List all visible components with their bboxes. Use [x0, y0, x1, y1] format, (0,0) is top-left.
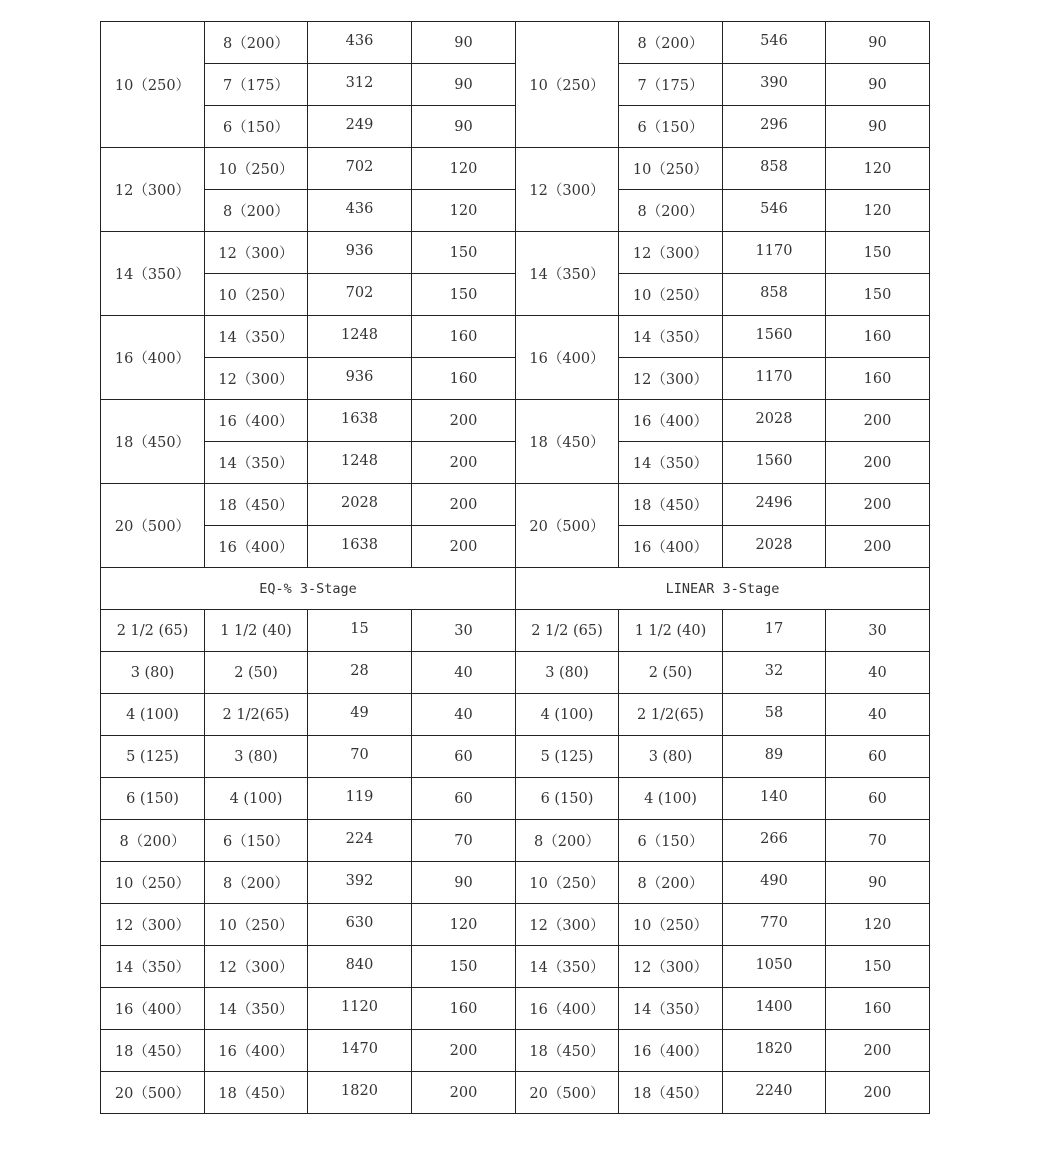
left-stroke-cell: 120 — [412, 148, 516, 190]
table-row — [101, 64, 930, 106]
right-flow-value-cell: 32 — [723, 652, 826, 694]
left-flow-value-cell: 1638 — [308, 526, 412, 568]
right-stroke-cell: 160 — [826, 316, 930, 358]
left-port-size-cell: 14（350） — [205, 988, 308, 1030]
right-stroke-cell: 200 — [826, 400, 930, 442]
right-flow-value-cell: 546 — [723, 22, 826, 64]
table-row — [101, 736, 930, 778]
left-port-size-cell: 8（200） — [205, 190, 308, 232]
right-stroke-cell: 160 — [826, 988, 930, 1030]
left-stroke-cell: 90 — [412, 22, 516, 64]
left-flow-value-cell: 2028 — [308, 484, 412, 526]
left-stroke-cell: 200 — [412, 442, 516, 484]
table-row — [101, 1030, 930, 1072]
left-port-size-cell: 18（450） — [205, 1072, 308, 1114]
left-main-size-cell: 3 (80) — [101, 652, 205, 694]
right-flow-value-cell: 858 — [723, 148, 826, 190]
left-stroke-cell: 200 — [412, 526, 516, 568]
left-flow-value-cell: 392 — [308, 862, 412, 904]
table-row — [101, 442, 930, 484]
right-main-size-cell: 12（300） — [516, 148, 619, 232]
left-port-size-cell: 16（400） — [205, 526, 308, 568]
left-flow-value-cell: 15 — [308, 610, 412, 652]
left-main-size-cell: 16（400） — [101, 316, 205, 400]
right-port-size-cell: 12（300） — [619, 232, 723, 274]
right-port-size-cell: 18（450） — [619, 484, 723, 526]
left-port-size-cell: 4 (100) — [205, 778, 308, 820]
left-stroke-cell: 40 — [412, 652, 516, 694]
right-port-size-cell: 2 1/2(65) — [619, 694, 723, 736]
right-port-size-cell: 14（350） — [619, 442, 723, 484]
right-flow-value-cell: 2028 — [723, 526, 826, 568]
left-flow-value-cell: 630 — [308, 904, 412, 946]
right-stroke-cell: 120 — [826, 904, 930, 946]
right-stroke-cell: 70 — [826, 820, 930, 862]
section-header-row — [101, 568, 930, 610]
left-flow-value-cell: 436 — [308, 22, 412, 64]
right-flow-value-cell: 1560 — [723, 316, 826, 358]
right-stroke-cell: 120 — [826, 148, 930, 190]
left-stroke-cell: 150 — [412, 274, 516, 316]
right-port-size-cell: 16（400） — [619, 400, 723, 442]
right-flow-value-cell: 1170 — [723, 232, 826, 274]
left-main-size-cell: 20（500） — [101, 1072, 205, 1114]
right-port-size-cell: 10（250） — [619, 148, 723, 190]
right-main-size-cell: 10（250） — [516, 862, 619, 904]
left-stroke-cell: 40 — [412, 694, 516, 736]
table-row — [101, 946, 930, 988]
right-stroke-cell: 90 — [826, 64, 930, 106]
right-flow-value-cell: 1400 — [723, 988, 826, 1030]
right-port-size-cell: 7（175） — [619, 64, 723, 106]
right-stroke-cell: 200 — [826, 1072, 930, 1114]
left-port-size-cell: 6（150） — [205, 106, 308, 148]
right-port-size-cell: 14（350） — [619, 316, 723, 358]
left-port-size-cell: 18（450） — [205, 484, 308, 526]
left-port-size-cell: 12（300） — [205, 232, 308, 274]
left-stroke-cell: 120 — [412, 190, 516, 232]
right-stroke-cell: 40 — [826, 694, 930, 736]
right-stroke-cell: 90 — [826, 22, 930, 64]
left-stroke-cell: 200 — [412, 484, 516, 526]
table-body — [101, 22, 930, 1114]
right-port-size-cell: 4 (100) — [619, 778, 723, 820]
right-flow-value-cell: 58 — [723, 694, 826, 736]
right-main-size-cell: 12（300） — [516, 904, 619, 946]
left-stroke-cell: 90 — [412, 64, 516, 106]
right-stroke-cell: 200 — [826, 1030, 930, 1072]
right-flow-value-cell: 1560 — [723, 442, 826, 484]
right-main-size-cell: 4 (100) — [516, 694, 619, 736]
right-port-size-cell: 10（250） — [619, 274, 723, 316]
left-flow-value-cell: 702 — [308, 148, 412, 190]
right-flow-value-cell: 2240 — [723, 1072, 826, 1114]
table-row — [101, 190, 930, 232]
right-port-size-cell: 6（150） — [619, 820, 723, 862]
left-port-size-cell: 16（400） — [205, 400, 308, 442]
table-row — [101, 400, 930, 442]
right-main-size-cell: 18（450） — [516, 1030, 619, 1072]
right-main-size-cell: 14（350） — [516, 946, 619, 988]
left-main-size-cell: 6 (150) — [101, 778, 205, 820]
left-stroke-cell: 200 — [412, 1030, 516, 1072]
left-flow-value-cell: 1820 — [308, 1072, 412, 1114]
right-flow-value-cell: 2496 — [723, 484, 826, 526]
left-flow-value-cell: 840 — [308, 946, 412, 988]
right-stroke-cell: 200 — [826, 484, 930, 526]
left-flow-value-cell: 1248 — [308, 316, 412, 358]
right-main-size-cell: 16（400） — [516, 316, 619, 400]
left-stroke-cell: 150 — [412, 232, 516, 274]
left-main-size-cell: 12（300） — [101, 148, 205, 232]
table-row — [101, 316, 930, 358]
valve-spec-table — [100, 21, 930, 1114]
left-main-size-cell: 16（400） — [101, 988, 205, 1030]
right-flow-value-cell: 2028 — [723, 400, 826, 442]
left-flow-value-cell: 702 — [308, 274, 412, 316]
left-port-size-cell: 12（300） — [205, 358, 308, 400]
left-stroke-cell: 90 — [412, 106, 516, 148]
right-main-size-cell: 5 (125) — [516, 736, 619, 778]
table-row — [101, 484, 930, 526]
left-stroke-cell: 160 — [412, 358, 516, 400]
left-port-size-cell: 1 1/2 (40) — [205, 610, 308, 652]
table-row — [101, 1072, 930, 1114]
left-main-size-cell: 14（350） — [101, 946, 205, 988]
left-main-size-cell: 12（300） — [101, 904, 205, 946]
left-flow-value-cell: 1248 — [308, 442, 412, 484]
right-stroke-cell: 90 — [826, 862, 930, 904]
table-row — [101, 988, 930, 1030]
left-flow-value-cell: 70 — [308, 736, 412, 778]
left-port-size-cell: 6（150） — [205, 820, 308, 862]
right-main-size-cell: 18（450） — [516, 400, 619, 484]
right-flow-value-cell: 89 — [723, 736, 826, 778]
right-flow-value-cell: 1170 — [723, 358, 826, 400]
linear-3-stage-header: LINEAR 3-Stage — [516, 568, 930, 610]
left-stroke-cell: 90 — [412, 862, 516, 904]
left-port-size-cell: 2 (50) — [205, 652, 308, 694]
left-port-size-cell: 14（350） — [205, 442, 308, 484]
right-flow-value-cell: 296 — [723, 106, 826, 148]
right-port-size-cell: 12（300） — [619, 358, 723, 400]
table-row — [101, 904, 930, 946]
left-main-size-cell: 5 (125) — [101, 736, 205, 778]
left-flow-value-cell: 119 — [308, 778, 412, 820]
right-port-size-cell: 8（200） — [619, 190, 723, 232]
right-stroke-cell: 150 — [826, 946, 930, 988]
right-port-size-cell: 12（300） — [619, 946, 723, 988]
left-flow-value-cell: 28 — [308, 652, 412, 694]
left-stroke-cell: 120 — [412, 904, 516, 946]
right-port-size-cell: 8（200） — [619, 862, 723, 904]
right-stroke-cell: 160 — [826, 358, 930, 400]
left-flow-value-cell: 1120 — [308, 988, 412, 1030]
right-stroke-cell: 120 — [826, 190, 930, 232]
right-stroke-cell: 150 — [826, 232, 930, 274]
left-port-size-cell: 8（200） — [205, 22, 308, 64]
eq-percent-3-stage-header: EQ-% 3-Stage — [101, 568, 516, 610]
left-main-size-cell: 14（350） — [101, 232, 205, 316]
right-port-size-cell: 3 (80) — [619, 736, 723, 778]
right-stroke-cell: 60 — [826, 736, 930, 778]
left-stroke-cell: 200 — [412, 400, 516, 442]
right-port-size-cell: 10（250） — [619, 904, 723, 946]
right-stroke-cell: 90 — [826, 106, 930, 148]
right-flow-value-cell: 17 — [723, 610, 826, 652]
right-port-size-cell: 8（200） — [619, 22, 723, 64]
left-stroke-cell: 150 — [412, 946, 516, 988]
right-port-size-cell: 16（400） — [619, 526, 723, 568]
left-port-size-cell: 8（200） — [205, 862, 308, 904]
left-port-size-cell: 14（350） — [205, 316, 308, 358]
left-port-size-cell: 12（300） — [205, 946, 308, 988]
left-main-size-cell: 18（450） — [101, 1030, 205, 1072]
right-stroke-cell: 200 — [826, 442, 930, 484]
right-main-size-cell: 10（250） — [516, 22, 619, 148]
left-stroke-cell: 30 — [412, 610, 516, 652]
table-row — [101, 274, 930, 316]
left-port-size-cell: 3 (80) — [205, 736, 308, 778]
right-main-size-cell: 20（500） — [516, 484, 619, 568]
left-flow-value-cell: 1470 — [308, 1030, 412, 1072]
left-stroke-cell: 60 — [412, 778, 516, 820]
left-stroke-cell: 60 — [412, 736, 516, 778]
left-port-size-cell: 10（250） — [205, 274, 308, 316]
right-stroke-cell: 200 — [826, 526, 930, 568]
left-main-size-cell: 8（200） — [101, 820, 205, 862]
left-main-size-cell: 10（250） — [101, 22, 205, 148]
right-main-size-cell: 3 (80) — [516, 652, 619, 694]
left-main-size-cell: 10（250） — [101, 862, 205, 904]
right-main-size-cell: 8（200） — [516, 820, 619, 862]
right-port-size-cell: 1 1/2 (40) — [619, 610, 723, 652]
table-row — [101, 526, 930, 568]
right-stroke-cell: 150 — [826, 274, 930, 316]
right-main-size-cell: 2 1/2 (65) — [516, 610, 619, 652]
right-main-size-cell: 16（400） — [516, 988, 619, 1030]
left-port-size-cell: 16（400） — [205, 1030, 308, 1072]
left-port-size-cell: 10（250） — [205, 148, 308, 190]
left-flow-value-cell: 936 — [308, 232, 412, 274]
right-flow-value-cell: 140 — [723, 778, 826, 820]
left-flow-value-cell: 436 — [308, 190, 412, 232]
left-flow-value-cell: 49 — [308, 694, 412, 736]
right-flow-value-cell: 546 — [723, 190, 826, 232]
right-stroke-cell: 60 — [826, 778, 930, 820]
left-port-size-cell: 2 1/2(65) — [205, 694, 308, 736]
table-row — [101, 652, 930, 694]
right-port-size-cell: 16（400） — [619, 1030, 723, 1072]
left-stroke-cell: 160 — [412, 988, 516, 1030]
right-main-size-cell: 6 (150) — [516, 778, 619, 820]
table-row — [101, 232, 930, 274]
table-row — [101, 610, 930, 652]
table-row — [101, 820, 930, 862]
table-row — [101, 148, 930, 190]
right-main-size-cell: 20（500） — [516, 1072, 619, 1114]
left-main-size-cell: 4 (100) — [101, 694, 205, 736]
right-main-size-cell: 14（350） — [516, 232, 619, 316]
table-row — [101, 358, 930, 400]
right-stroke-cell: 40 — [826, 652, 930, 694]
right-flow-value-cell: 770 — [723, 904, 826, 946]
left-port-size-cell: 7（175） — [205, 64, 308, 106]
left-flow-value-cell: 249 — [308, 106, 412, 148]
left-main-size-cell: 18（450） — [101, 400, 205, 484]
left-main-size-cell: 2 1/2 (65) — [101, 610, 205, 652]
left-flow-value-cell: 312 — [308, 64, 412, 106]
left-main-size-cell: 20（500） — [101, 484, 205, 568]
table-row — [101, 22, 930, 64]
table-row — [101, 694, 930, 736]
right-flow-value-cell: 490 — [723, 862, 826, 904]
left-stroke-cell: 200 — [412, 1072, 516, 1114]
right-flow-value-cell: 1050 — [723, 946, 826, 988]
left-flow-value-cell: 1638 — [308, 400, 412, 442]
left-flow-value-cell: 936 — [308, 358, 412, 400]
right-flow-value-cell: 858 — [723, 274, 826, 316]
left-stroke-cell: 160 — [412, 316, 516, 358]
right-flow-value-cell: 266 — [723, 820, 826, 862]
left-stroke-cell: 70 — [412, 820, 516, 862]
left-port-size-cell: 10（250） — [205, 904, 308, 946]
left-flow-value-cell: 224 — [308, 820, 412, 862]
right-port-size-cell: 6（150） — [619, 106, 723, 148]
right-flow-value-cell: 1820 — [723, 1030, 826, 1072]
table-row — [101, 778, 930, 820]
table-row — [101, 106, 930, 148]
right-stroke-cell: 30 — [826, 610, 930, 652]
right-port-size-cell: 14（350） — [619, 988, 723, 1030]
right-port-size-cell: 18（450） — [619, 1072, 723, 1114]
right-flow-value-cell: 390 — [723, 64, 826, 106]
table-row — [101, 862, 930, 904]
right-port-size-cell: 2 (50) — [619, 652, 723, 694]
